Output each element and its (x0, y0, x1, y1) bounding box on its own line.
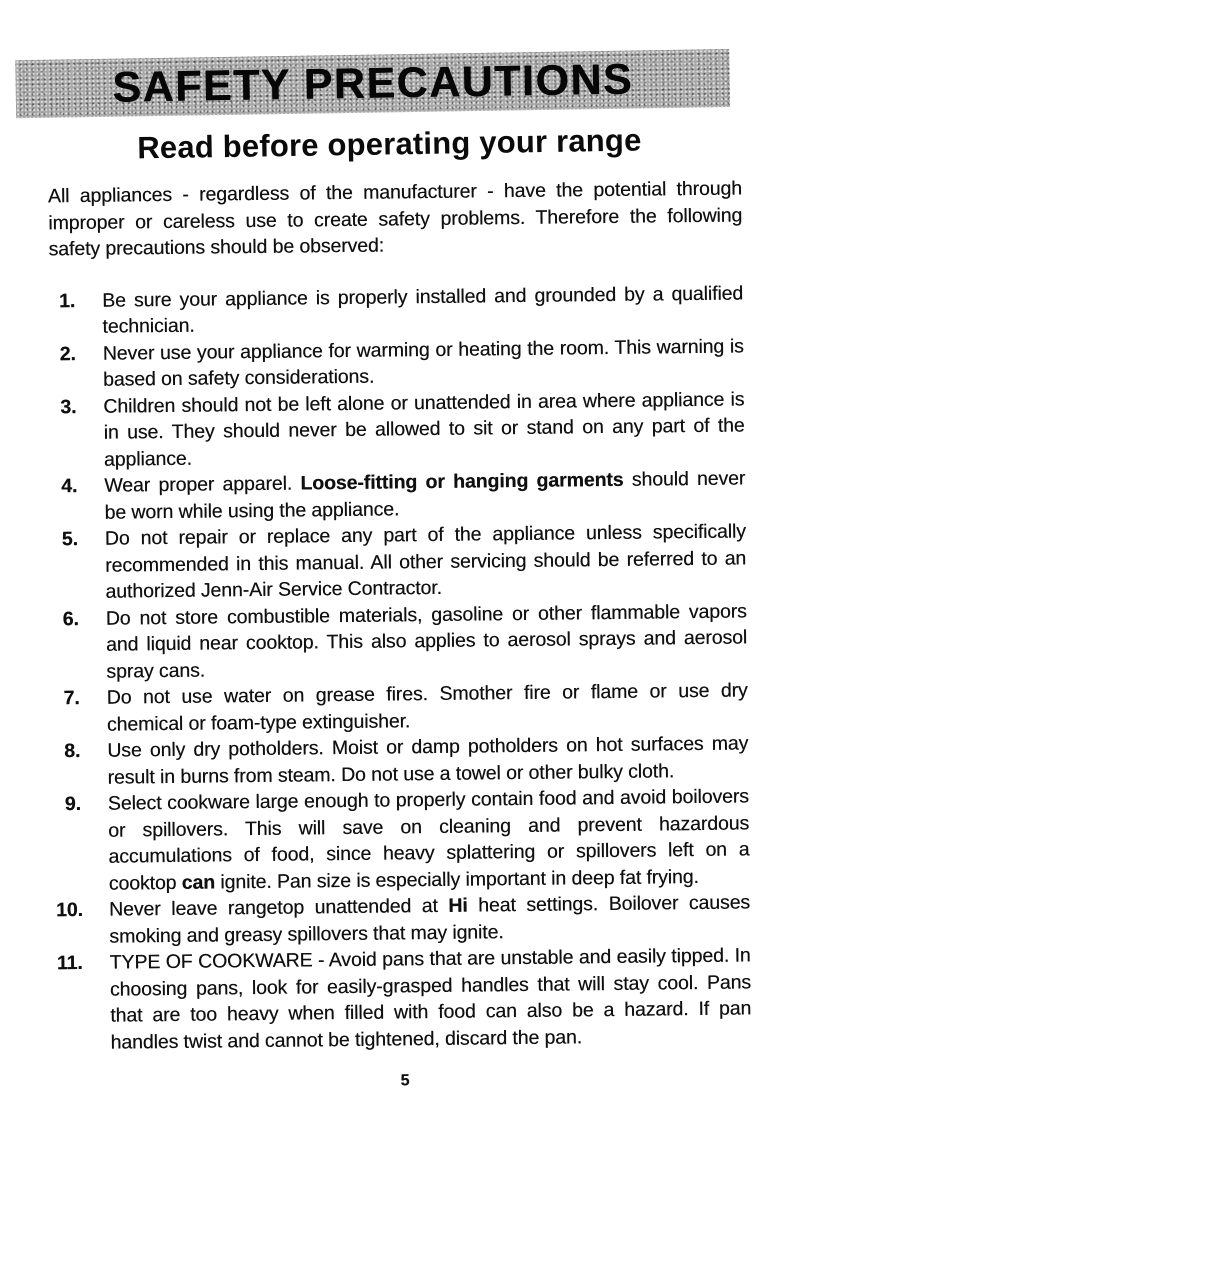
precaution-item (50, 386, 745, 473)
section-heading: Read before operating your range (137, 122, 642, 166)
precaution-item (50, 333, 745, 394)
precaution-item (57, 942, 752, 1056)
precaution-text: Do not use water on grease fires. Smother fire or flame or use dry chemical or foam-type extinguisher. (106, 679, 748, 736)
precaution-text: Never leave rangetop unattended at Hi heat settings. Boilover causes smoking and greasy spillovers that may ignite. (108, 891, 751, 948)
precaution-item (56, 889, 751, 950)
precaution-text: Use only dry potholders. Moist or damp potholders on hot surfaces may result in burns from steam. Do not use a towel or other bulky cloth. (107, 732, 749, 789)
banner-title: SAFETY PRECAUTIONS (111, 55, 634, 112)
precaution-number: 2. (59, 342, 76, 365)
precaution-item (49, 280, 744, 341)
precaution-number: 1. (58, 289, 76, 312)
precaution-number: 7. (63, 687, 80, 710)
precaution-text: Do not store combustible materials, gasoline or other flammable vapors and liquid near cooktop. This also applies to aerosol sprays and aerosol spray cans. (105, 599, 748, 683)
precaution-number: 3. (60, 395, 77, 418)
precautions-list (49, 280, 752, 1056)
precaution-text: Never use your appliance for warming or heating the room. This warning is based on safety considerations. (102, 334, 744, 391)
precaution-text: TYPE OF COOKWARE - Avoid pans that are unstable and easily tipped. In choosing pans, look for easily-grasped handles that will stay cool. Pans that are too heavy when filled with food can also be a hazard. If pan handles twist and cannot be tightened, discard the pan. (109, 944, 752, 1054)
precaution-number: 5. (61, 528, 78, 551)
precaution-number: 6. (62, 607, 79, 630)
precaution-number: 9. (64, 793, 81, 816)
precaution-item (51, 465, 746, 526)
precaution-item (53, 598, 748, 685)
precaution-item (54, 677, 749, 738)
precaution-number: 4. (61, 475, 78, 498)
precaution-number: 11. (56, 951, 83, 975)
precaution-item (54, 730, 749, 791)
precaution-text: Do not repair or replace any part of the appliance unless specifically recommended in this manual. All other servicing should be referred to an authorized Jenn-Air Service Contractor. (104, 520, 747, 603)
precaution-text: Select cookware large enough to properly contain food and avoid boilovers or spillovers. This will save on cleaning and prevent hazardous accumulations of food, since heavy splattering or spillovers left on a cooktop can ignite. Pan size is especially important in deep fat frying. (107, 785, 750, 895)
precaution-text: Be sure your appliance is properly installed and grounded by a qualified technician. (102, 281, 744, 338)
precaution-text: Wear proper apparel. Loose-fitting or hanging garments should never be worn while using the appliance. (104, 467, 746, 524)
precaution-number: 10. (55, 898, 84, 922)
precaution-text: Children should not be left alone or unattended in area where appliance is in use. They should never be allowed to sit or stand on any part of the appliance. (103, 387, 745, 471)
safety-precautions-banner (15, 49, 730, 118)
intro-paragraph: All appliances - regardless of the manufacturer - have the potential through improper or careless use to create safety problems. Therefore the following safety precautions should be observed: (47, 177, 743, 261)
precaution-item (55, 783, 750, 897)
precaution-number: 8. (64, 740, 81, 763)
precaution-item (52, 518, 747, 605)
page-number: 5 (400, 1072, 410, 1090)
page-content (48, 175, 752, 1094)
